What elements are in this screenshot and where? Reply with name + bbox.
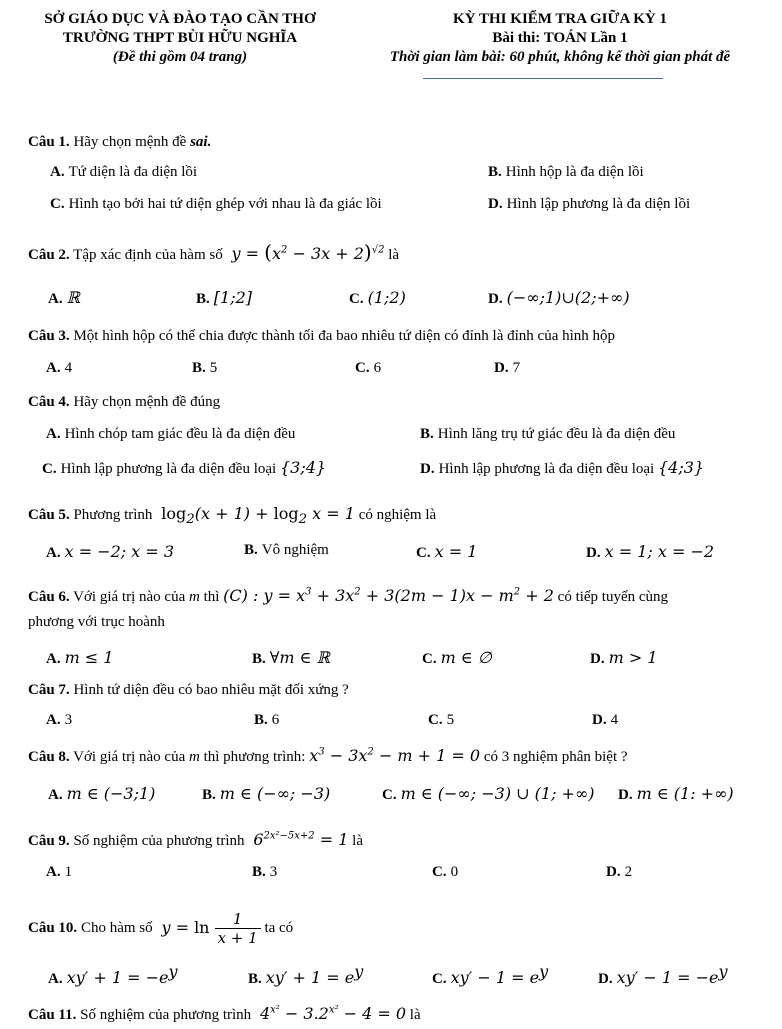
q6-option-b[interactable]: B. ∀m ∈ ℝ: [252, 648, 330, 667]
q8-option-d[interactable]: D. m ∈ (1: +∞): [618, 784, 734, 803]
q6-formula: (C) : $y = x^3 + 3x^2 + 3(2m - 1)x - m^2 + 2$: [223, 586, 554, 605]
q4-option-d[interactable]: D. Hình lập phương là đa diện đều loại {4;3}: [420, 458, 705, 477]
header-divider: [423, 78, 663, 79]
question-1: [28, 134, 211, 151]
q10-option-d[interactable]: D. $xy' - 1 = -e^y$: [598, 962, 728, 987]
q10-option-b[interactable]: B. $xy' + 1 = e^y$: [248, 962, 364, 987]
q9-option-a[interactable]: A. 1: [46, 864, 73, 880]
q8-formula: $x^3 - 3x^2 - m + 1 = 0$: [309, 746, 481, 765]
q9-option-d[interactable]: D. 2: [606, 864, 633, 880]
q1-option-a[interactable]: A. Tứ diện là đa diện lồi: [50, 164, 198, 180]
q7-option-c[interactable]: C. 5: [428, 712, 455, 728]
header-left: [10, 10, 350, 67]
q5-option-d[interactable]: D. x = 1; x = −2: [586, 542, 715, 561]
q5-option-b[interactable]: B. Vô nghiệm: [244, 542, 329, 558]
q6-option-c[interactable]: C. m ∈ ∅: [422, 648, 492, 667]
q1-option-c[interactable]: C. Hình tạo bởi hai tứ diện ghép với nhau là đa giác lồi: [50, 196, 382, 212]
header-right: [345, 10, 775, 67]
question-8: Câu 8. Với giá trị nào của m thì phương trình: $x^3 - 3x^2 - m + 1 = 0$ có 3 nghiệm phân biệt ?: [28, 746, 628, 765]
q6-option-d[interactable]: D. m > 1: [590, 648, 658, 667]
q2-option-b[interactable]: B. [1;2]: [196, 288, 252, 307]
q8-option-b[interactable]: B. m ∈ (−∞; −3): [202, 784, 331, 803]
q4-option-a[interactable]: A. Hình chóp tam giác đều là đa diện đều: [46, 426, 296, 442]
pages-note: (Đề thi gồm 04 trang): [112, 49, 248, 65]
q5-option-a[interactable]: A. x = −2; x = 3: [46, 542, 175, 561]
q8-option-a[interactable]: A. m ∈ (−3;1): [48, 784, 156, 803]
department-name: SỞ GIÁO DỤC VÀ ĐÀO TẠO CẦN THƠ: [44, 11, 316, 27]
question-4: Câu 4. Hãy chọn mệnh đề đúng: [28, 394, 221, 410]
question-9: Câu 9. Số nghiệm của phương trình $6^{2x^2-5x+2} = 1$ là: [28, 830, 363, 849]
q2-option-a[interactable]: A. ℝ: [48, 288, 80, 307]
q2-formula: $y = (x^2 - 3x + 2)^{√2}$: [226, 240, 385, 264]
exam-name: KỲ THI KIỂM TRA GIỮA KỲ 1: [453, 11, 667, 27]
question-text: Hãy chọn mệnh đề: [73, 134, 191, 150]
q7-option-b[interactable]: B. 6: [254, 712, 280, 728]
q3-option-c[interactable]: C. 6: [355, 360, 382, 376]
school-name: TRƯỜNG THPT BÙI HỮU NGHĨA: [62, 30, 298, 46]
q10-option-a[interactable]: A. $xy' + 1 = -e^y$: [48, 962, 178, 987]
question-11: Câu 11. Số nghiệm của phương trình $4^{x^2} - 3.2^{x^2} - 4 = 0$ là: [28, 1004, 421, 1023]
question-emphasis: sai.: [190, 134, 212, 150]
q5-option-c[interactable]: C. x = 1: [416, 542, 478, 561]
q4-option-c[interactable]: C. Hình lập phương là đa diện đều loại {3;4}: [42, 458, 327, 477]
question-6: Câu 6. Với giá trị nào của m thì (C) : $y = x^3 + 3x^2 + 3(2m - 1)x - m^2 + 2$ có tiếp tuyến cùng: [28, 586, 669, 605]
q2-option-d[interactable]: D. (−∞;1)∪(2;+∞): [488, 288, 630, 307]
question-label: Câu 1.: [28, 134, 70, 150]
q6-option-a[interactable]: A. m ≤ 1: [46, 648, 114, 667]
q9-formula: $6^{2x^2-5x+2} = 1$: [248, 830, 349, 849]
question-7: Câu 7. Hình tứ diện đều có bao nhiêu mặt đối xứng ?: [28, 682, 349, 698]
q1-option-b[interactable]: B. Hình hộp là đa diện lồi: [488, 164, 644, 180]
q9-option-c[interactable]: C. 0: [432, 864, 459, 880]
question-6-line-2: phương với trục hoành: [28, 614, 165, 630]
question-3: Câu 3. Một hình hộp có thể chia được thành tối đa bao nhiêu tứ diện có đỉnh là đỉnh của hình hộp: [28, 328, 616, 344]
q3-option-b[interactable]: B. 5: [192, 360, 218, 376]
question-2: Câu 2. Tập xác định của hàm số $y = (x^2 - 3x + 2)^{√2}$ là: [28, 240, 400, 264]
q1-option-d[interactable]: D. Hình lập phương là đa diện lồi: [488, 196, 691, 212]
q10-option-c[interactable]: C. $xy' - 1 = e^y$: [432, 962, 549, 987]
q4-option-b[interactable]: B. Hình lăng trụ tứ giác đều là đa diện đều: [420, 426, 676, 442]
exam-subject: Bài thi: TOÁN Lần 1: [492, 30, 628, 46]
q10-formula: y = ln $\frac{1}{x + 1}$: [156, 910, 260, 947]
q11-formula: $4^{x^2} - 3.2^{x^2} - 4 = 0$: [254, 1004, 407, 1023]
time-note: Thời gian làm bài: 60 phút, không kể thời gian phát đề: [389, 49, 731, 65]
q7-option-a[interactable]: A. 3: [46, 712, 73, 728]
question-5: Câu 5. Phương trình $\log_2(x + 1) + \log_2 x = 1$ có nghiệm là: [28, 504, 437, 528]
q2-option-c[interactable]: C. (1;2): [349, 288, 406, 307]
q9-option-b[interactable]: B. 3: [252, 864, 278, 880]
question-10: Câu 10. Cho hàm số y = ln $\frac{1}{x + 1}$ ta có: [28, 910, 294, 947]
q8-option-c[interactable]: C. m ∈ (−∞; −3) ∪ (1; +∞): [382, 784, 595, 803]
q5-formula: $\log_2(x + 1) + \log_2 x = 1$: [161, 504, 355, 528]
q3-option-d[interactable]: D. 7: [494, 360, 521, 376]
q3-option-a[interactable]: A. 4: [46, 360, 73, 376]
q7-option-d[interactable]: D. 4: [592, 712, 619, 728]
